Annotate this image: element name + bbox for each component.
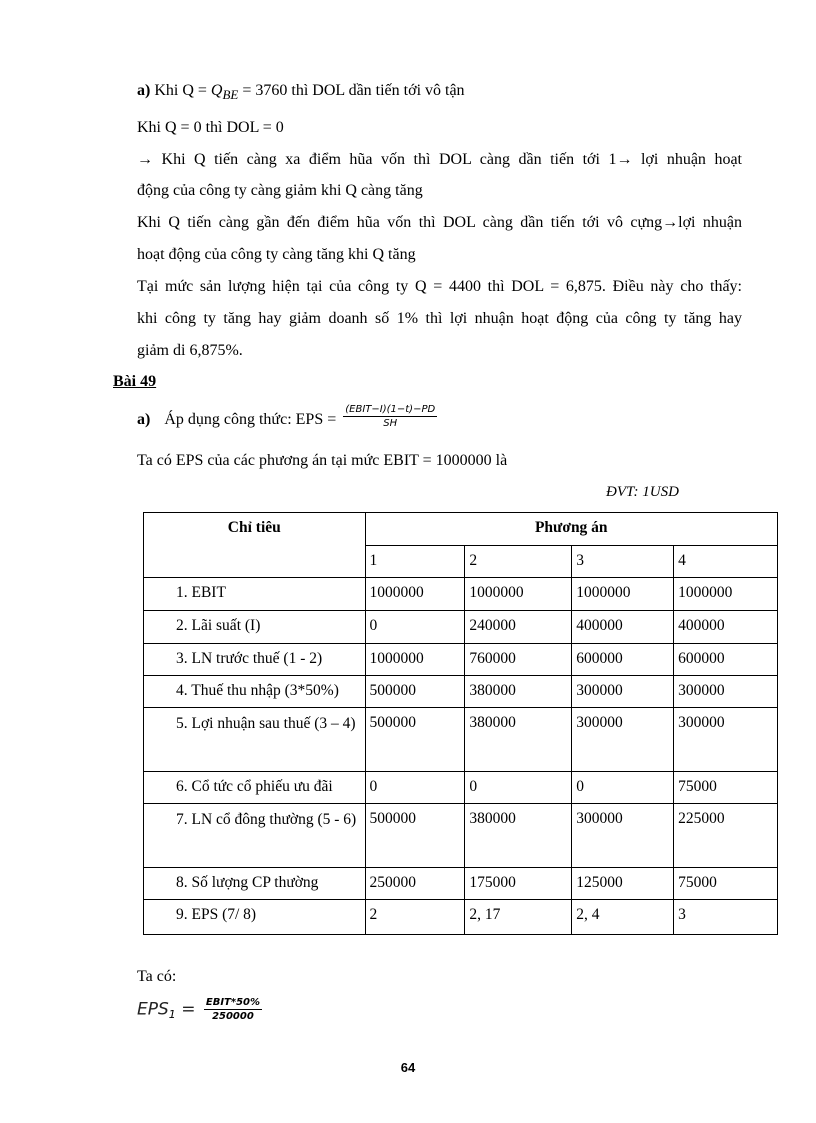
- eps1-fraction: [204, 996, 262, 1023]
- table-cell: 2, 17: [465, 900, 572, 935]
- row-label: 3. LN trước thuế (1 - 2): [144, 644, 366, 676]
- table-cell: 600000: [572, 644, 674, 676]
- eps-symbol: EPS: [137, 999, 169, 1020]
- row-label: 9. EPS (7/ 8): [144, 900, 366, 935]
- paragraph-line: → Khi Q tiến càng xa điểm hũa vốn thì DOL càng dần tiến tới 1→ lợi nhuận hoạt: [137, 151, 742, 168]
- table-row: [144, 644, 778, 676]
- paragraph-line: giảm di 6,875%.: [137, 342, 243, 359]
- eps-table: [143, 512, 778, 935]
- table-cell: 240000: [465, 611, 572, 644]
- table-row: [144, 868, 778, 900]
- table-row: [144, 676, 778, 708]
- row-label: 4. Thuế thu nhập (3*50%): [144, 676, 366, 708]
- table-cell: 380000: [465, 804, 572, 868]
- eps-subscript: 1: [168, 1008, 176, 1022]
- fraction-numerator: EBIT*50%: [205, 997, 261, 1008]
- item-label: a): [137, 82, 151, 99]
- table-cell: 0: [365, 611, 465, 644]
- table-cell: 250000: [365, 868, 465, 900]
- q-subscript: BE: [222, 87, 239, 103]
- row-label: 1. EBIT: [144, 578, 366, 611]
- table-cell: 300000: [674, 708, 778, 772]
- table-cell: 500000: [365, 676, 465, 708]
- text-before: Khi Q =: [154, 82, 211, 99]
- equals-sign: =: [175, 999, 201, 1020]
- table-cell: 3: [674, 900, 778, 935]
- table-cell: 380000: [465, 708, 572, 772]
- table-cell: 0: [365, 772, 465, 804]
- formula-line: [137, 403, 742, 430]
- unit-label: ĐVT: 1USD: [606, 484, 679, 500]
- column-header-options: Phương án: [365, 513, 777, 546]
- table-row: [144, 804, 778, 868]
- table-cell: 400000: [572, 611, 674, 644]
- table-cell: 125000: [572, 868, 674, 900]
- table-cell: 175000: [465, 868, 572, 900]
- fraction-denominator: SH: [383, 417, 398, 429]
- paragraph-line: Tại mức sản lượng hiện tại của công ty Q = 4400 thì DOL = 6,875. Điều này cho thấy:: [137, 278, 742, 295]
- option-number: 1: [365, 546, 465, 578]
- table-row: [144, 772, 778, 804]
- row-label: 8. Số lượng CP thường: [144, 868, 366, 900]
- paragraph-line: khi công ty tăng hay giảm doanh số 1% thì lợi nhuận hoạt động của công ty tăng hay: [137, 310, 742, 327]
- table-cell: 300000: [674, 676, 778, 708]
- table-cell: 2: [365, 900, 465, 935]
- table-cell: 1000000: [465, 578, 572, 611]
- fraction-denominator: 250000: [212, 1011, 254, 1022]
- row-label: 5. Lợi nhuận sau thuế (3 – 4): [144, 708, 366, 772]
- formula-text: Áp dụng công thức: EPS =: [164, 411, 341, 428]
- q-symbol: Q: [210, 82, 223, 99]
- option-number: 4: [674, 546, 778, 578]
- row-label: 7. LN cổ đông thường (5 - 6): [144, 804, 366, 868]
- eps-formula-fraction: [343, 403, 437, 430]
- option-number: 3: [572, 546, 674, 578]
- table-cell: 75000: [674, 868, 778, 900]
- table-cell: 0: [465, 772, 572, 804]
- table-row: [144, 578, 778, 611]
- page-number: 64: [400, 1060, 416, 1075]
- table-cell: 500000: [365, 708, 465, 772]
- table-cell: 225000: [674, 804, 778, 868]
- item-label: a): [137, 411, 151, 428]
- table-cell: 500000: [365, 804, 465, 868]
- option-number: 2: [465, 546, 572, 578]
- table-cell: 300000: [572, 708, 674, 772]
- table-row: [144, 708, 778, 772]
- section-a-dol-line: [137, 81, 742, 105]
- table-cell: 300000: [572, 804, 674, 868]
- table-cell: 1000000: [365, 644, 465, 676]
- paragraph-line: Khi Q tiến càng gần đến điểm hũa vốn thì DOL càng dần tiến tới vô cựng→lợi nhuận: [137, 214, 742, 231]
- column-header-criteria: Chỉ tiêu: [144, 513, 366, 578]
- row-label: 2. Lãi suất (I): [144, 611, 366, 644]
- table-cell: 380000: [465, 676, 572, 708]
- table-cell: 75000: [674, 772, 778, 804]
- intro-line: Ta có EPS của các phương án tại mức EBIT = 1000000 là: [137, 452, 508, 469]
- table-row: [144, 611, 778, 644]
- paragraph-line: động của công ty càng giảm khi Q càng tăng: [137, 182, 423, 199]
- fraction-numerator: (EBIT−I)(1−t)−PD: [345, 403, 436, 415]
- table-cell: 400000: [674, 611, 778, 644]
- table-cell: 600000: [674, 644, 778, 676]
- table-cell: 1000000: [572, 578, 674, 611]
- paragraph-line: Khi Q = 0 thì DOL = 0: [137, 119, 284, 136]
- paragraph-line: hoạt động của công ty càng tăng khi Q tăng: [137, 246, 416, 263]
- table-cell: 300000: [572, 676, 674, 708]
- table-row: [144, 900, 778, 935]
- text-after: = 3760 thì DOL dần tiến tới vô tận: [238, 82, 465, 99]
- table-cell: 0: [572, 772, 674, 804]
- table-cell: 1000000: [674, 578, 778, 611]
- row-label: 6. Cổ tức cổ phiếu ưu đãi: [144, 772, 366, 804]
- table-cell: 2, 4: [572, 900, 674, 935]
- section-heading: Bài 49: [113, 373, 157, 390]
- ta-co-line: Ta có:: [137, 968, 177, 985]
- table-cell: 1000000: [365, 578, 465, 611]
- table-cell: 760000: [465, 644, 572, 676]
- eps1-formula: [137, 996, 262, 1023]
